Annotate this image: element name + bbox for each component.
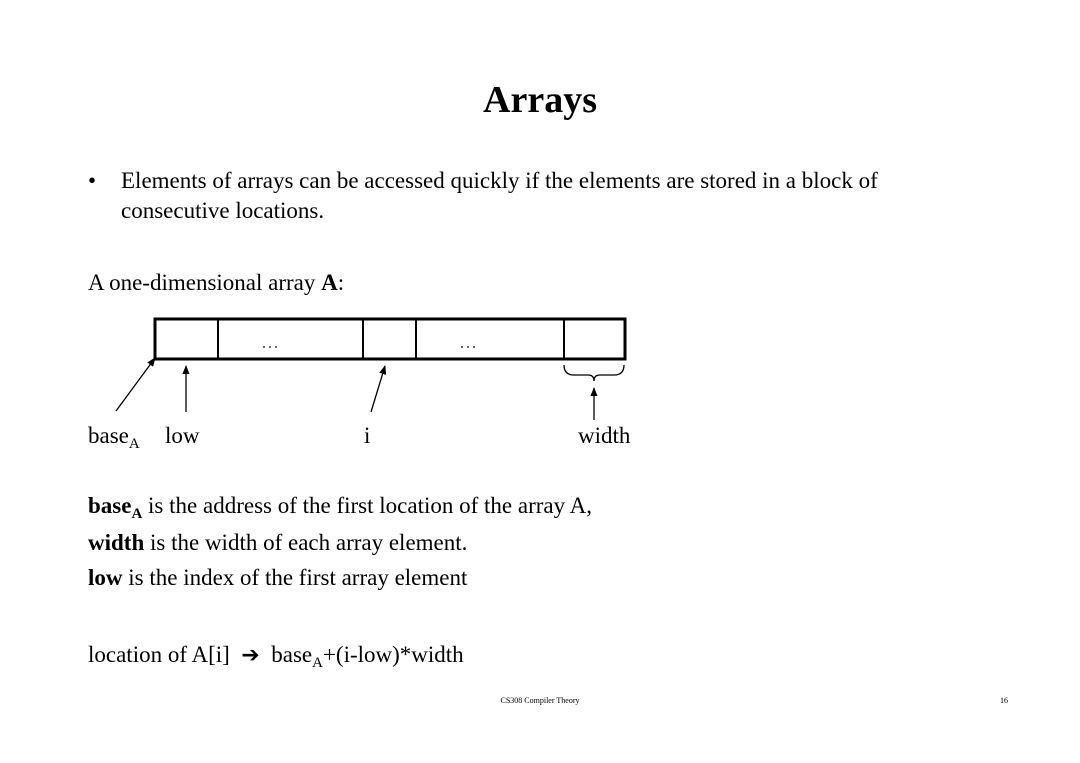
location-formula: location of A[i] ➔ base$_A$+(i-low)*width [88,642,464,671]
ellipsis-2: … [459,332,477,352]
label-i: i [364,423,371,448]
definition-width: width is the width of each array element. [88,530,468,555]
label-base: base$_A$ [88,423,140,452]
definition-low: low is the index of the first array element [88,565,468,590]
page-number: 16 [1000,696,1008,705]
bullet-line-2: consecutive locations. [121,198,325,223]
label-width: width [578,423,631,448]
label-low: low [165,423,200,448]
bullet-line-1: Elements of arrays can be accessed quickly if the elements are stored in a block of [121,168,878,193]
array-block [155,319,625,359]
intro-suffix: : [337,270,345,295]
intro-prefix: A one-dimensional array [88,270,322,295]
slide-title: Arrays [483,79,597,121]
definition-base: base$_A$ is the address of the first location of the array A, [88,493,592,522]
footer-course: CS308 Compiler Theory [500,696,580,705]
ellipsis-1: … [261,332,279,352]
intro-array-name: A [321,270,338,295]
bullet-marker: • [88,168,97,193]
base-arrow [116,358,155,411]
implies-arrow-icon: ➔ [241,643,260,668]
i-arrow [371,366,385,412]
width-brace [564,365,624,381]
